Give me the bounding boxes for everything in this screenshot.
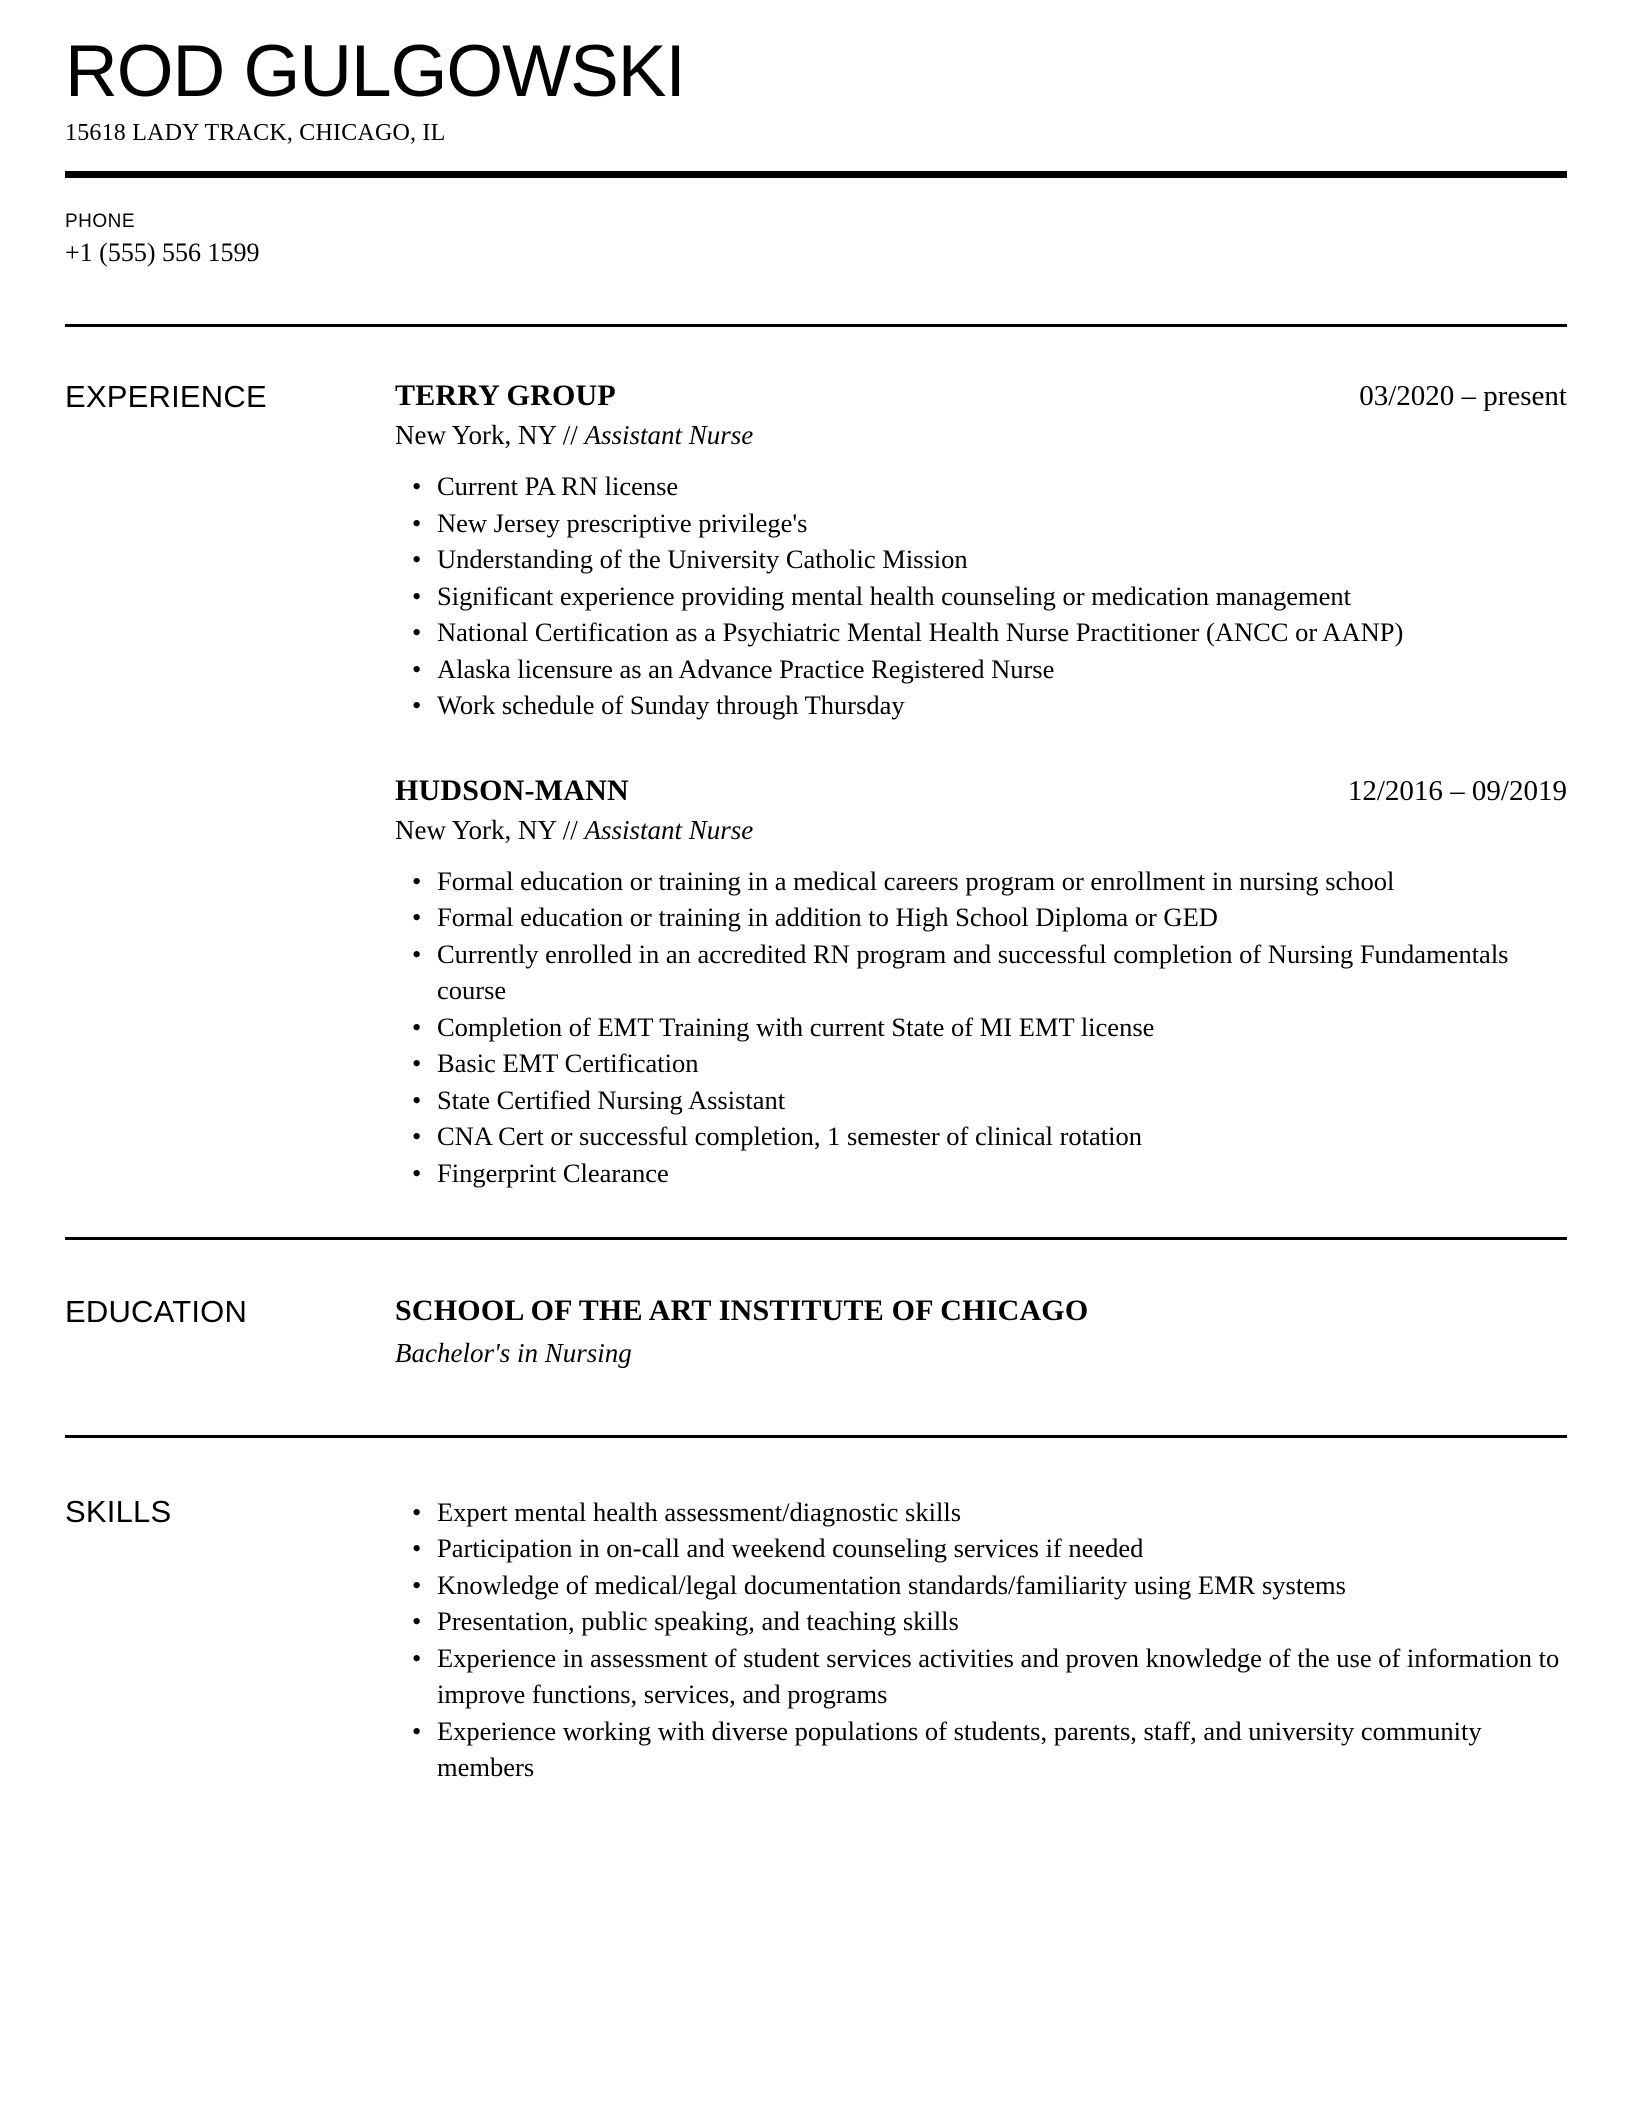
skills-content [395, 1494, 1567, 1786]
skill-bullet: • Participation in on-call and weekend counseling services if needed [395, 1530, 1567, 1567]
job-bullet: • Completion of EMT Training with current State of MI EMT license [395, 1009, 1567, 1046]
job-bullet-list [395, 468, 1567, 724]
job-bullet: • Work schedule of Sunday through Thursday [395, 687, 1567, 724]
job-bullet: • CNA Cert or successful completion, 1 semester of clinical rotation [395, 1118, 1567, 1155]
job-bullet: • Alaska licensure as an Advance Practice Registered Nurse [395, 651, 1567, 688]
job-subtitle [395, 814, 1567, 848]
job-bullet: • Currently enrolled in an accredited RN program and successful completion of Nursing Fundamentals course [395, 936, 1567, 1009]
job-dates: 03/2020 – present [1359, 379, 1567, 412]
phone-number: +1 (555) 556 1599 [65, 237, 260, 267]
skill-bullet: • Experience in assessment of student services activities and proven knowledge of the use of information to improve functions, services, and programs [395, 1640, 1567, 1713]
job-bullet: • Basic EMT Certification [395, 1045, 1567, 1082]
skill-bullet: • Presentation, public speaking, and teaching skills [395, 1603, 1567, 1640]
company-name: HUDSON-MANN [395, 773, 629, 807]
job-bullet: • Current PA RN license [395, 468, 1567, 505]
skills-bullet-list [395, 1494, 1567, 1786]
job-header [395, 379, 1567, 414]
contact-block [65, 211, 1567, 268]
degree-name: Bachelor's in Nursing [395, 1337, 632, 1368]
education-content [395, 1294, 1567, 1370]
person-address: 15618 LADY TRACK, CHICAGO, IL [65, 119, 446, 146]
job-bullet-list [395, 863, 1567, 1192]
job-location: New York, NY // [395, 420, 585, 451]
section-divider [65, 324, 1567, 327]
job-location: New York, NY // [395, 815, 585, 846]
job-dates: 12/2016 – 09/2019 [1347, 774, 1567, 807]
job-subtitle [395, 419, 1567, 453]
resume-page [0, 30, 1632, 2128]
job-bullet: • State Certified Nursing Assistant [395, 1082, 1567, 1119]
school-name: SCHOOL OF THE ART INSTITUTE OF CHICAGO [395, 1294, 1089, 1328]
skill-bullet: • Experience working with diverse populations of students, parents, staff, and university community members [395, 1713, 1567, 1786]
job-role: Assistant Nurse [584, 420, 754, 451]
job-role: Assistant Nurse [584, 815, 754, 846]
person-name: ROD GULGOWSKI [65, 31, 685, 112]
skills-section [65, 1494, 1567, 1786]
job-bullet: • Significant experience providing mental health counseling or medication management [395, 578, 1567, 615]
phone-label: PHONE [65, 210, 136, 232]
education-section [65, 1294, 1567, 1370]
section-divider [65, 1435, 1567, 1438]
education-section-label: EDUCATION [65, 1294, 248, 1330]
job-bullet: • Formal education or training in addition to High School Diploma or GED [395, 899, 1567, 936]
job-bullet: • Formal education or training in a medical careers program or enrollment in nursing school [395, 863, 1567, 900]
job-entry-terry-group [395, 379, 1567, 724]
skills-section-label: SKILLS [65, 1493, 172, 1529]
job-bullet: • National Certification as a Psychiatric Mental Health Nurse Practitioner (ANCC or AANP) [395, 614, 1567, 651]
job-entry-hudson-mann [395, 774, 1567, 1192]
company-name: TERRY GROUP [395, 378, 616, 412]
experience-section [65, 379, 1567, 1192]
job-bullet: • New Jersey prescriptive privilege's [395, 505, 1567, 542]
skill-bullet: • Expert mental health assessment/diagnostic skills [395, 1494, 1567, 1531]
experience-content [395, 379, 1567, 1192]
skill-bullet: • Knowledge of medical/legal documentation standards/familiarity using EMR systems [395, 1567, 1567, 1604]
experience-section-label: EXPERIENCE [65, 378, 267, 414]
job-bullet: • Fingerprint Clearance [395, 1155, 1567, 1192]
job-bullet: • Understanding of the University Catholic Mission [395, 541, 1567, 578]
resume-header [65, 30, 1567, 147]
section-divider [65, 1237, 1567, 1240]
job-header [395, 774, 1567, 809]
header-divider [65, 171, 1567, 178]
